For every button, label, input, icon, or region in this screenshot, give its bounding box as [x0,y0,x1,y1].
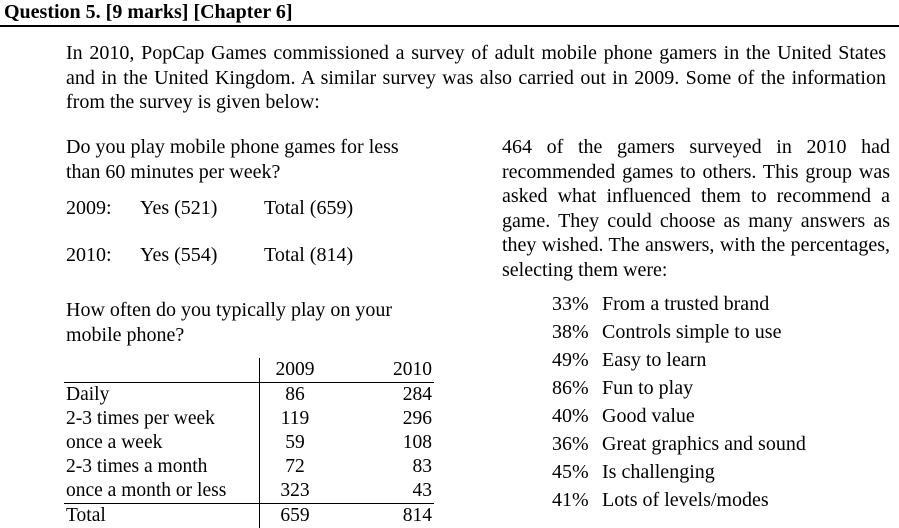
cell-2009: 72 [260,455,331,479]
list-item [552,346,806,374]
q2-question: How often do you typically play on your mobile phone? [66,299,393,346]
row-label: Daily [66,384,110,405]
table-row [64,431,434,455]
recommend-list [552,290,806,514]
q1-yes-value: Yes (554) [140,244,218,266]
q1-question: Do you play mobile phone games for less than 60 minutes per week? [66,136,399,183]
table-row [64,383,434,408]
list-item [552,430,806,458]
q1-total-value: Total (659) [264,197,354,219]
item-label: Easy to learn [602,349,707,371]
col-header-2010: 2010 [330,358,434,383]
list-item [552,458,806,486]
frequency-table [64,358,434,528]
q1-yes-value: Yes (521) [140,197,218,219]
list-item [552,402,806,430]
table-row [64,407,434,431]
table-total-row [64,504,434,528]
cell-2009: 119 [260,407,331,431]
item-percent: 40% [552,405,589,427]
q1-year-label: 2010: [66,244,112,266]
q1-year-label: 2009: [66,197,112,219]
item-percent: 86% [552,377,589,399]
col-header-2009: 2009 [260,358,331,383]
recommend-paragraph: 464 of the gamers surveyed in 2010 had recommended games to others. This group was asked what influenced them to recommend a game. They could choose as many answers as they wished. The answers, with the percentages, selecting them were: [502,136,890,281]
table-header-row [64,358,434,383]
question-heading: Question 5. [9 marks] [Chapter 6] [0,0,899,27]
table-row [64,479,434,504]
item-label: Controls simple to use [602,321,782,343]
list-item [552,374,806,402]
row-label: Total [66,505,106,526]
intro-paragraph: In 2010, PopCap Games commissioned a survey of adult mobile phone gamers in the United States and in the United Kingdom. A similar survey was also carried out in 2009. Some of the information from the survey is given below: [66,42,886,113]
item-percent: 49% [552,349,589,371]
row-label: 2-3 times a month [66,456,208,477]
item-label: Lots of levels/modes [602,489,769,511]
item-percent: 33% [552,293,589,315]
cell-2010: 284 [402,384,432,405]
cell-2009: 59 [260,431,331,455]
item-percent: 36% [552,433,589,455]
cell-2010: 83 [412,456,432,477]
item-label: Great graphics and sound [602,433,806,455]
item-label: Fun to play [602,377,694,399]
list-item [552,290,806,318]
list-item [552,318,806,346]
row-label: once a week [66,432,163,453]
cell-2010: 296 [402,408,432,429]
table-row [64,455,434,479]
item-percent: 41% [552,489,589,511]
cell-2010: 108 [402,432,432,453]
item-label: Good value [602,405,695,427]
cell-2009: 659 [260,504,331,528]
row-label: once a month or less [64,479,260,504]
row-label: 2-3 times per week [66,408,215,429]
list-item [552,486,806,514]
cell-2010: 43 [330,479,434,504]
q1-total-value: Total (814) [264,244,354,266]
cell-2009: 323 [260,479,331,504]
item-label: Is challenging [602,461,715,483]
item-percent: 38% [552,321,589,343]
item-percent: 45% [552,461,589,483]
cell-2009: 86 [260,383,331,408]
cell-2010: 814 [402,505,432,526]
item-label: From a trusted brand [602,293,770,315]
